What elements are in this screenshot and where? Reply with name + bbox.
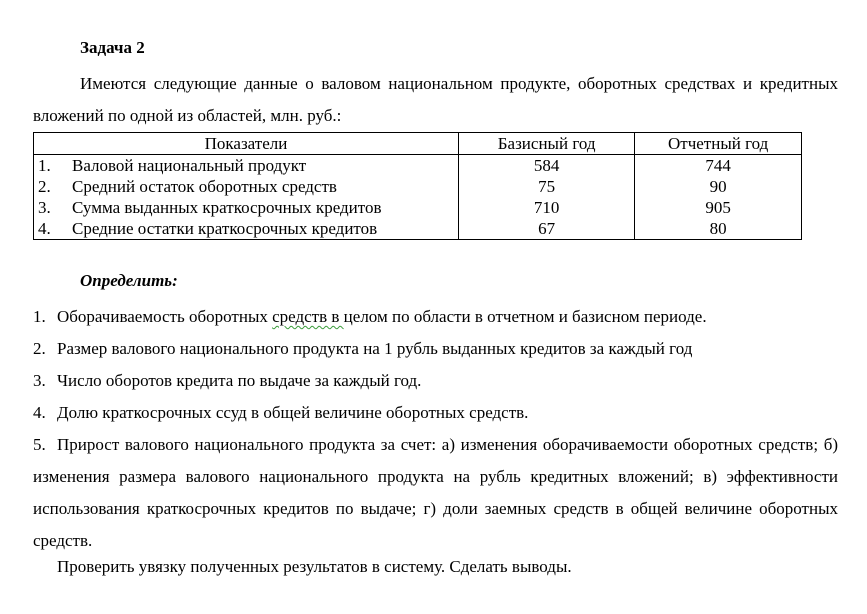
conclusion-paragraph: Проверить увязку полученных результатов в систему. Сделать выводы. <box>57 557 572 576</box>
table-row <box>34 197 802 218</box>
list-item-text: Прирост валового национального продукта за счет: а) изменения оборачиваемости оборотных средств; б) изменения размера валового национального продукта на рубль кредитных вложений; в) эффективности использования краткосрочных кредитов по выдаче; г) доли заемных средств в общей величине оборотных средств. <box>33 435 838 550</box>
row-label: Валовой национальный продукт <box>72 156 307 175</box>
table-row <box>34 176 802 197</box>
list-item-text: Размер валового национального продукта на 1 рубль выданных кредитов за каждый год <box>57 339 693 358</box>
row-report-value: 905 <box>635 197 802 218</box>
list-item-text: Долю краткосрочных ссуд в общей величине оборотных средств. <box>57 403 529 422</box>
row-label: Сумма выданных краткосрочных кредитов <box>72 198 382 217</box>
row-number: 3. <box>38 198 51 217</box>
list-item <box>33 397 838 429</box>
row-base-value: 584 <box>459 155 635 177</box>
list-item-text-start: Оборачиваемость оборотных <box>57 307 273 326</box>
header-indicators: Показатели <box>34 133 459 155</box>
table-row <box>34 155 802 177</box>
row-indicator <box>34 155 459 177</box>
list-item <box>33 365 838 397</box>
list-item <box>33 333 838 365</box>
row-label: Средние остатки краткосрочных кредитов <box>72 219 378 238</box>
task-title: Задача 2 <box>80 38 145 57</box>
row-base-value: 710 <box>459 197 635 218</box>
row-number: 4. <box>38 219 51 238</box>
list-item-text-end: целом по области в отчетном и базисном периоде. <box>343 307 707 326</box>
task-list <box>33 301 838 557</box>
list-item-number: 5. <box>33 435 46 454</box>
header-base-year: Базисный год <box>459 133 635 155</box>
list-item <box>33 429 838 557</box>
task-intro-paragraph: Имеются следующие данные о валовом национальном продукте, оборотных средствах и кредитных вложений по одной из областей, млн. руб.: <box>33 74 838 125</box>
row-indicator <box>34 197 459 218</box>
row-number: 2. <box>38 177 51 196</box>
table-row <box>34 218 802 240</box>
row-indicator <box>34 218 459 240</box>
row-base-value: 75 <box>459 176 635 197</box>
list-item-number: 4. <box>33 403 46 422</box>
list-item-number: 3. <box>33 371 46 390</box>
row-report-value: 744 <box>635 155 802 177</box>
data-table <box>33 132 802 240</box>
define-heading: Определить: <box>80 271 178 290</box>
list-item <box>33 301 838 333</box>
row-number: 1. <box>38 156 51 175</box>
list-item-number: 2. <box>33 339 46 358</box>
table-header-row <box>34 133 802 155</box>
list-item-text: Число оборотов кредита по выдаче за каждый год. <box>57 371 422 390</box>
row-label: Средний остаток оборотных средств <box>72 177 337 196</box>
list-item-number: 1. <box>33 307 46 326</box>
spellcheck-underlined-text: средств в <box>272 307 344 326</box>
row-indicator <box>34 176 459 197</box>
row-report-value: 80 <box>635 218 802 240</box>
row-base-value: 67 <box>459 218 635 240</box>
header-report-year: Отчетный год <box>635 133 802 155</box>
row-report-value: 90 <box>635 176 802 197</box>
